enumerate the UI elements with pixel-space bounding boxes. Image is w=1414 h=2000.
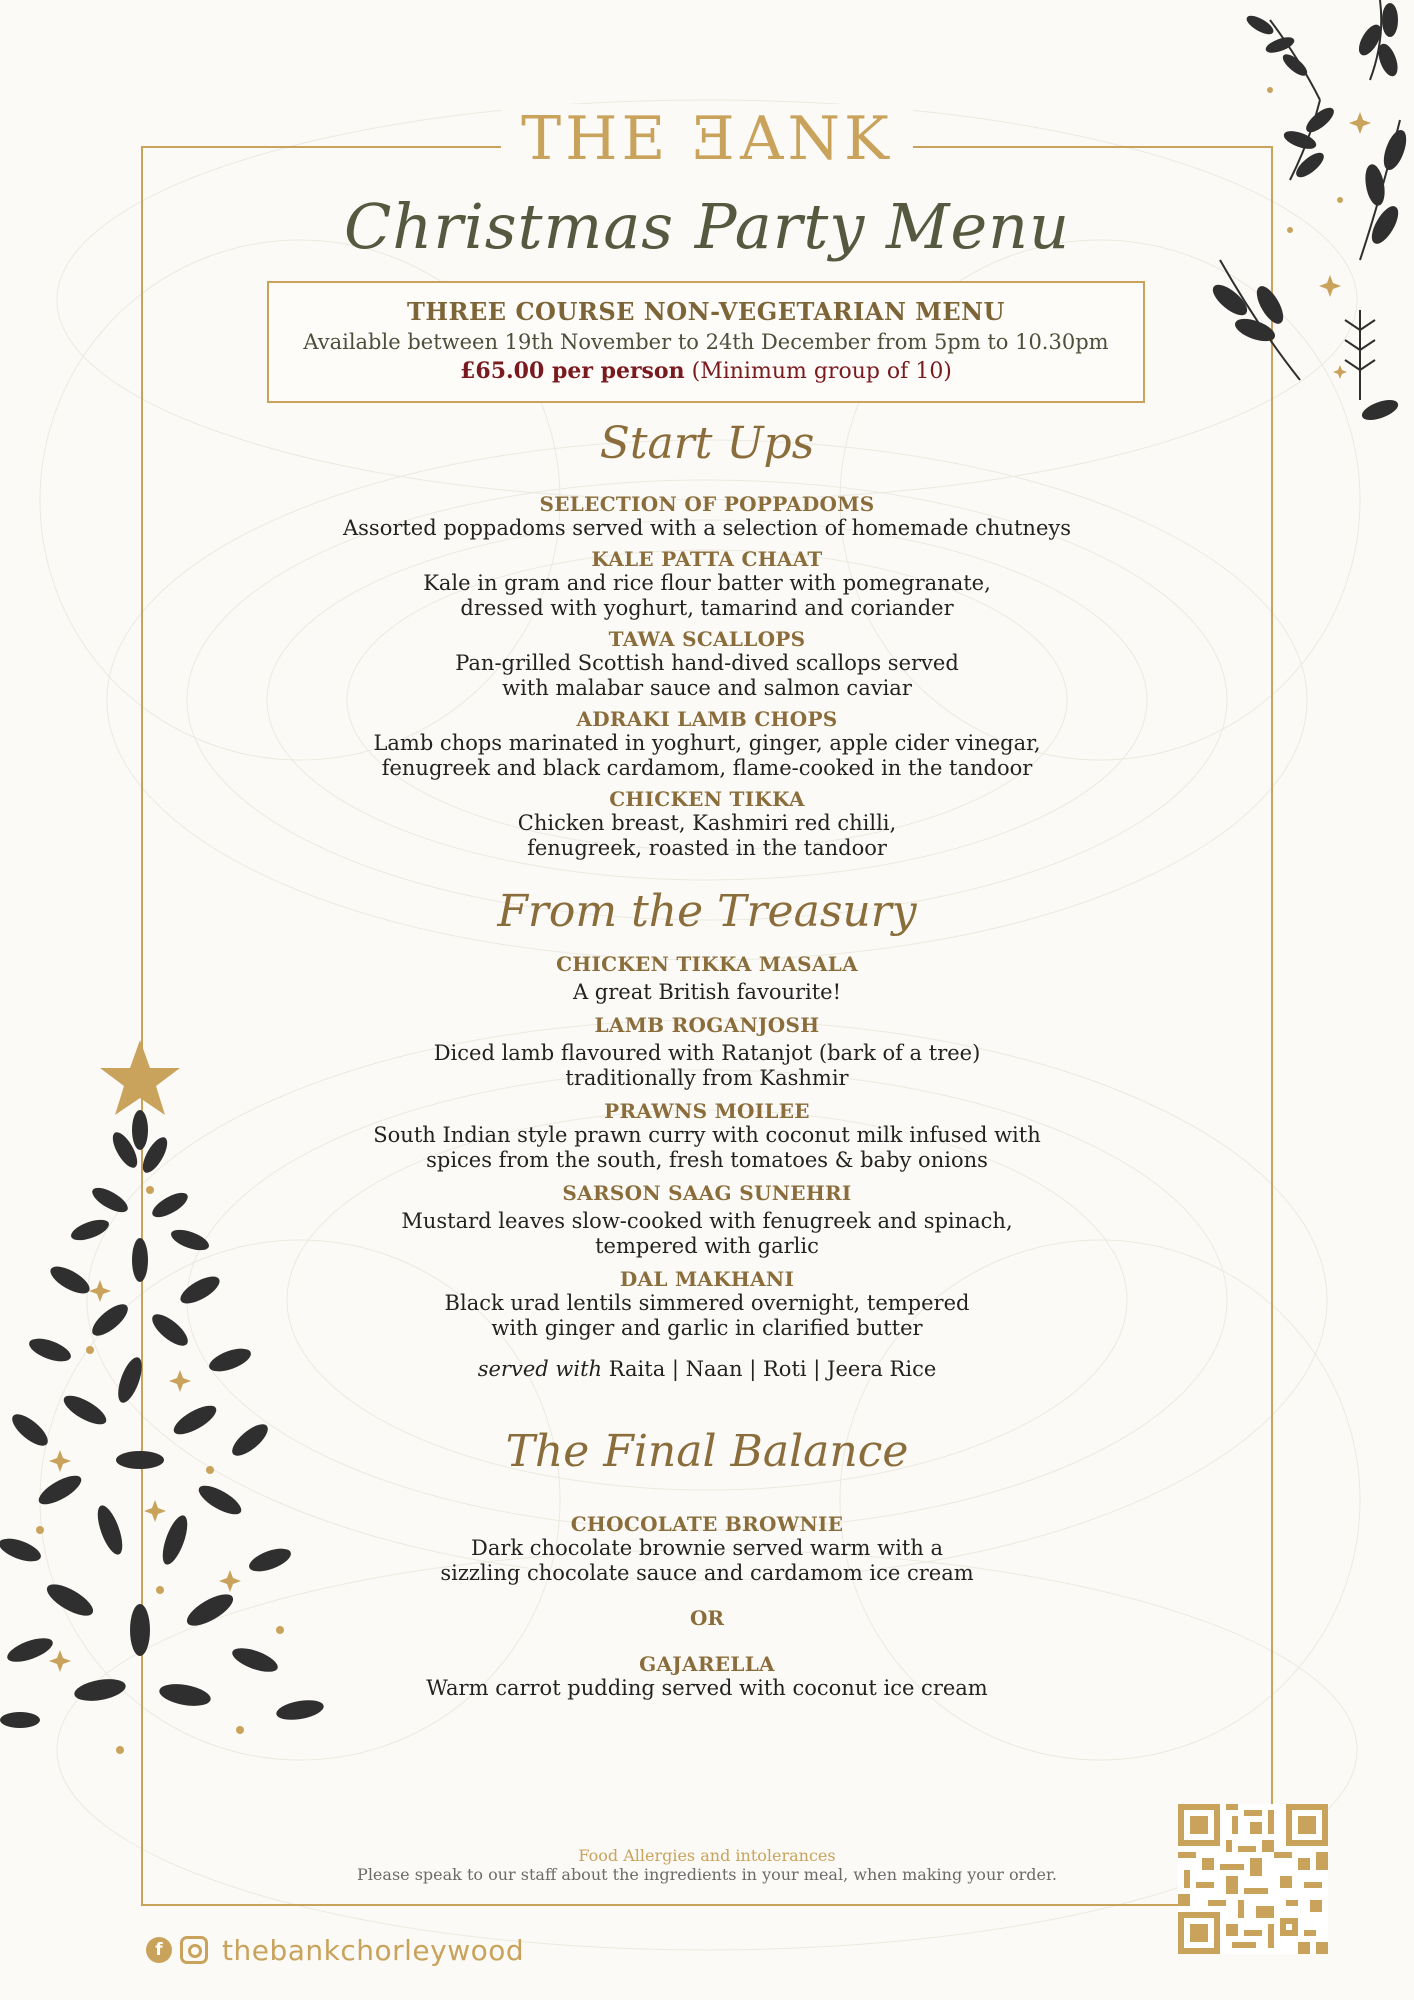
section-title: Start Ups bbox=[599, 418, 815, 469]
section-title: The Final Balance bbox=[505, 1426, 909, 1477]
dish-description: spices from the south, fresh tomatoes & baby onions bbox=[426, 1148, 988, 1172]
dish-description: Lamb chops marinated in yoghurt, ginger, apple cider vinegar, bbox=[373, 731, 1041, 755]
star-icon bbox=[100, 1040, 180, 1115]
dish-description: fenugreek, roasted in the tandoor bbox=[527, 836, 887, 860]
dish-name: TAWA SCALLOPS bbox=[608, 627, 806, 651]
leaf-sprig-decoration bbox=[1210, 0, 1414, 440]
facebook-icon[interactable]: f bbox=[146, 1937, 172, 1963]
dish-name: PRAWNS MOILEE bbox=[604, 1099, 810, 1123]
christmas-tree-illustration bbox=[0, 1030, 340, 1770]
dish-description: Assorted poppadoms served with a selection of homemade chutneys bbox=[342, 516, 1072, 540]
menu-title: Christmas Party Menu bbox=[343, 190, 1071, 263]
menu-info-box bbox=[267, 281, 1145, 403]
dish-description: South Indian style prawn curry with coconut milk infused with bbox=[373, 1123, 1041, 1147]
allergy-text: Please speak to our staff about the ingredients in your meal, when making your order. bbox=[357, 1865, 1057, 1884]
price: £65.00 per person bbox=[460, 358, 685, 384]
price-line bbox=[269, 358, 1143, 384]
qr-code[interactable] bbox=[1178, 1804, 1328, 1954]
social-handle[interactable]: thebankchorleywood bbox=[222, 1933, 525, 1967]
brand-name: THE ƎANK bbox=[501, 104, 913, 174]
dish-description: fenugreek and black cardamom, flame-cooked in the tandoor bbox=[381, 756, 1033, 780]
dish-description: Diced lamb flavoured with Ratanjot (bark of a tree) bbox=[433, 1041, 981, 1065]
dish-name: SARSON SAAG SUNEHRI bbox=[562, 1181, 852, 1205]
availability-text: Available between 19th November to 24th December from 5pm to 10.30pm bbox=[303, 330, 1109, 354]
served-with-line bbox=[300, 1357, 1114, 1381]
social-links bbox=[146, 1932, 524, 1968]
dish-description: Kale in gram and rice flour batter with pomegranate, bbox=[423, 571, 991, 595]
section-desserts bbox=[300, 1426, 1114, 1701]
brand-logo bbox=[0, 104, 1414, 174]
served-with-prefix: served with bbox=[477, 1357, 603, 1381]
dish-description: Dark chocolate brownie served warm with a bbox=[471, 1536, 943, 1560]
dish-description: with ginger and garlic in clarified butter bbox=[491, 1316, 923, 1340]
dish-description: with malabar sauce and salmon caviar bbox=[502, 676, 912, 700]
dish-name: GAJARELLA bbox=[639, 1652, 775, 1676]
dish-name: CHOCOLATE BROWNIE bbox=[570, 1512, 844, 1536]
served-with-items: Raita | Naan | Roti | Jeera Rice bbox=[608, 1357, 937, 1381]
dish-name: ADRAKI LAMB CHOPS bbox=[576, 707, 838, 731]
dish-description: dressed with yoghurt, tamarind and coriander bbox=[460, 596, 954, 620]
dish-description: Black urad lentils simmered overnight, tempered bbox=[444, 1291, 970, 1315]
dish-name: CHICKEN TIKKA bbox=[609, 787, 805, 811]
minimum-group: (Minimum group of 10) bbox=[691, 359, 952, 384]
dish-name: DAL MAKHANI bbox=[619, 1267, 795, 1291]
section-title: From the Treasury bbox=[497, 886, 917, 937]
dish-name: LAMB ROGANJOSH bbox=[594, 1013, 820, 1037]
or-divider: OR bbox=[689, 1606, 725, 1630]
dish-description: Pan-grilled Scottish hand-dived scallops served bbox=[455, 651, 959, 675]
dish-description: Mustard leaves slow-cooked with fenugreek and spinach, bbox=[401, 1209, 1013, 1233]
menu-type-heading: THREE COURSE NON-VEGETARIAN MENU bbox=[407, 297, 1005, 326]
dish-description: sizzling chocolate sauce and cardamom ice cream bbox=[440, 1561, 974, 1585]
allergy-title: Food Allergies and intolerances bbox=[578, 1846, 836, 1865]
dish-description: traditionally from Kashmir bbox=[565, 1066, 849, 1090]
section-starters bbox=[300, 418, 1114, 861]
section-mains bbox=[300, 886, 1114, 1381]
dish-description: Warm carrot pudding served with coconut ice cream bbox=[426, 1676, 988, 1700]
dish-description: A great British favourite! bbox=[572, 980, 842, 1004]
dish-name: KALE PATTA CHAAT bbox=[591, 547, 823, 571]
dish-name: SELECTION OF POPPADOMS bbox=[539, 492, 875, 516]
dish-description: Chicken breast, Kashmiri red chilli, bbox=[517, 811, 897, 835]
dish-description: tempered with garlic bbox=[595, 1234, 819, 1258]
dish-name: CHICKEN TIKKA MASALA bbox=[556, 952, 858, 976]
instagram-icon[interactable] bbox=[180, 1936, 208, 1964]
